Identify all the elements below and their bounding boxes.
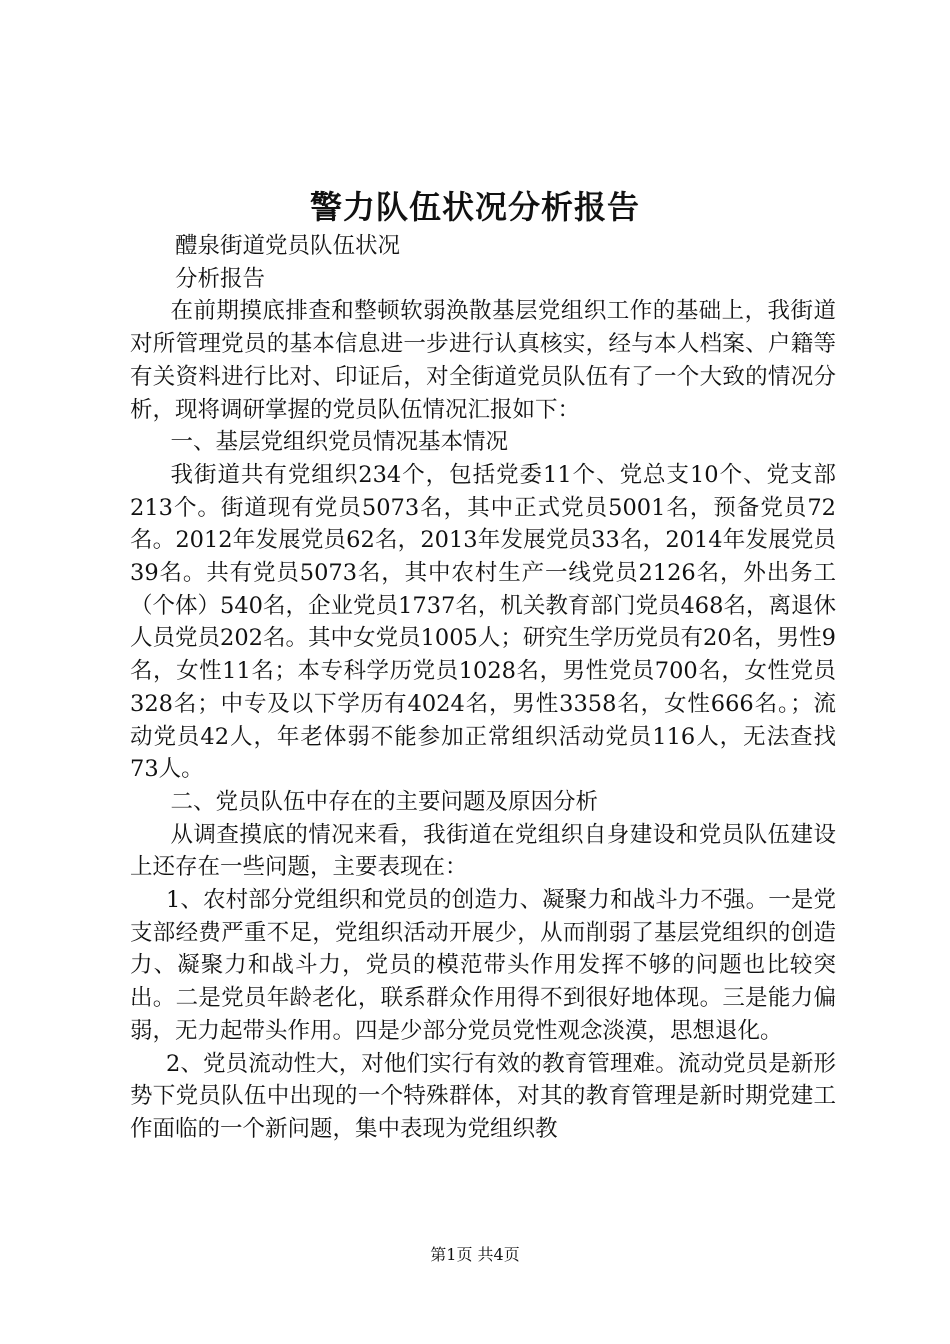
document-title: 警力队伍状况分析报告 bbox=[309, 188, 640, 226]
intro-paragraph: 在前期摸底排查和整顿软弱涣散基层党组织工作的基础上，我街道对所管理党员的基本信息进一步进行认真核实，经与本人档案、户籍等有关资料进行比对、印证后，对全街道党员队伍有了一个大致的情况分析，现将调研掌握的党员队伍情况汇报如下： bbox=[130, 298, 836, 423]
document-body bbox=[130, 230, 836, 1146]
problem-2-paragraph: 2、党员流动性大，对他们实行有效的教育管理难。流动党员是新形势下党员队伍中出现的一个特殊群体，对其的教育管理是新时期党建工作面临的一个新问题，集中表现为党组织教 bbox=[130, 1050, 836, 1142]
section-heading-2: 二、党员队伍中存在的主要问题及原因分析 bbox=[170, 788, 599, 815]
subtitle-line-2: 分析报告 bbox=[175, 265, 266, 292]
page-number-footer: 第1页 共4页 bbox=[430, 1245, 520, 1264]
section-heading-1: 一、基层党组织党员情况基本情况 bbox=[170, 429, 509, 456]
problems-intro-paragraph: 从调查摸底的情况来看，我街道在党组织自身建设和党员队伍建设上还存在一些问题，主要表现在： bbox=[130, 821, 836, 881]
subtitle-line-1: 醴泉街道党员队伍状况 bbox=[175, 233, 401, 259]
problem-1-paragraph: 1、农村部分党组织和党员的创造力、凝聚力和战斗力不强。一是党支部经费严重不足，党组织活动开展少，从而削弱了基层党组织的创造力、凝聚力和战斗力，党员的模范带头作用发挥不够的问题也比较突出。二是党员年龄老化，联系群众作用得不到很好地体现。三是能力偏弱，无力起带头作用。四是少部分党员党性观念淡漠，思想退化。 bbox=[130, 887, 836, 1044]
statistics-paragraph: 我街道共有党组织234个，包括党委11个、党总支10个、党支部213个。街道现有党员5073名，其中正式党员5001名，预备党员72名。2012年发展党员62名，2013年发展党员33名，2014年发展党员39名。共有党员5073名，其中农村生产一线党员2126名，外出务工（个体）540名，企业党员1737名，机关教育部门党员468名，离退休人员党员202名。其中女党员1005人；研究生学历党员有20名，男性9名，女性11名；本专科学历党员1028名，男性党员700名，女性党员328名；中专及以下学历有4024名，男性3358名，女性666名。；流动党员42人，年老体弱不能参加正常组织活动党员116人，无法查找73人。 bbox=[130, 461, 836, 783]
